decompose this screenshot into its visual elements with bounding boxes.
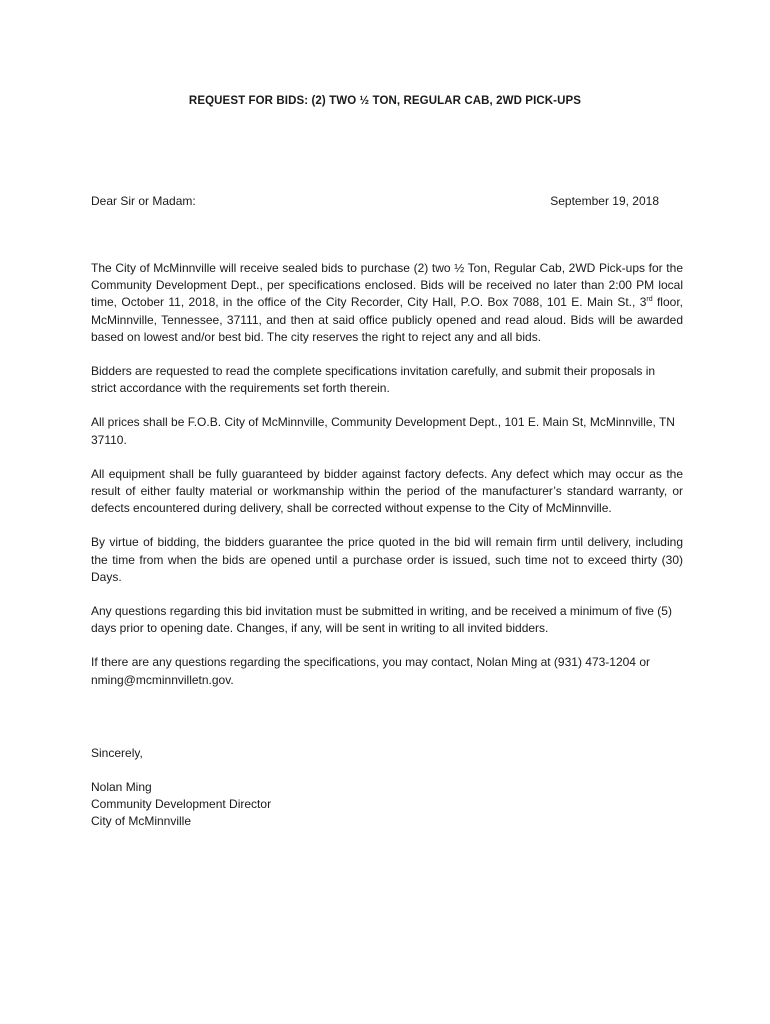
letter-body <box>91 260 683 706</box>
paragraph-bid-details <box>91 260 683 346</box>
signer-title: Community Development Director <box>91 797 272 812</box>
document-title: REQUEST FOR BIDS: (2) TWO ½ TON, REGULAR CAB, 2WD PICK-UPS <box>188 95 582 107</box>
paragraph-price-firm: By virtue of bidding, the bidders guarantee the price quoted in the bid will remain firm until delivery, including the time from when the bids are opened until a purchase order is issued, such time not to exceed thirty (30) Days. <box>91 535 683 584</box>
paragraph-bid-details-part1: The City of McMinnville will receive sealed bids to purchase (2) two ½ Ton, Regular Cab, 2WD Pick-ups for the Community Development Dept., per specifications enclosed. Bids will be received no later than 2:00 PM local time, October 11, 2018, in the office of the City Recorder, City Hall, P.O. Box 7088, 101 E. Main St., 3 <box>91 261 683 310</box>
signer-name: Nolan Ming <box>91 780 152 794</box>
paragraph-bid-details-part2: floor, McMinnville, Tennessee, 37111, and then at said office publicly opened and read aloud. Bids will be awarded based on lowest and/or best bid. The city reserves the right to reject any and all bids. <box>91 295 683 344</box>
letter-date: September 19, 2018 <box>550 194 659 208</box>
salutation: Dear Sir or Madam: <box>91 194 196 208</box>
closing: Sincerely, <box>91 746 143 760</box>
signer-organization: City of McMinnville <box>91 814 192 829</box>
paragraph-specifications: Bidders are requested to read the complete specifications invitation carefully, and submit their proposals in strict accordance with the requirements set forth therein. <box>91 364 656 396</box>
paragraph-questions: Any questions regarding this bid invitation must be submitted in writing, and be received a minimum of five (5) days prior to opening date. Changes, if any, will be sent in writing to all invited bidders. <box>91 604 672 636</box>
paragraph-prices: All prices shall be F.O.B. City of McMinnville, Community Development Dept., 101 E. Main St, McMinnville, TN 37110. <box>91 415 675 447</box>
paragraph-guarantee: All equipment shall be fully guaranteed by bidder against factory defects. Any defect which may occur as the result of either faulty material or workmanship within the period of the manufacturer’s standard warranty, or defects encountered during delivery, shall be corrected without expense to the City of McMinnville. <box>91 466 683 516</box>
signature-block <box>91 779 271 831</box>
salutation-row <box>91 194 659 208</box>
paragraph-contact: If there are any questions regarding the specifications, you may contact, Nolan Ming at (931) 473-1204 or nming@mcminnvilletn.gov. <box>91 655 650 687</box>
ordinal-suffix: rd <box>646 296 653 304</box>
